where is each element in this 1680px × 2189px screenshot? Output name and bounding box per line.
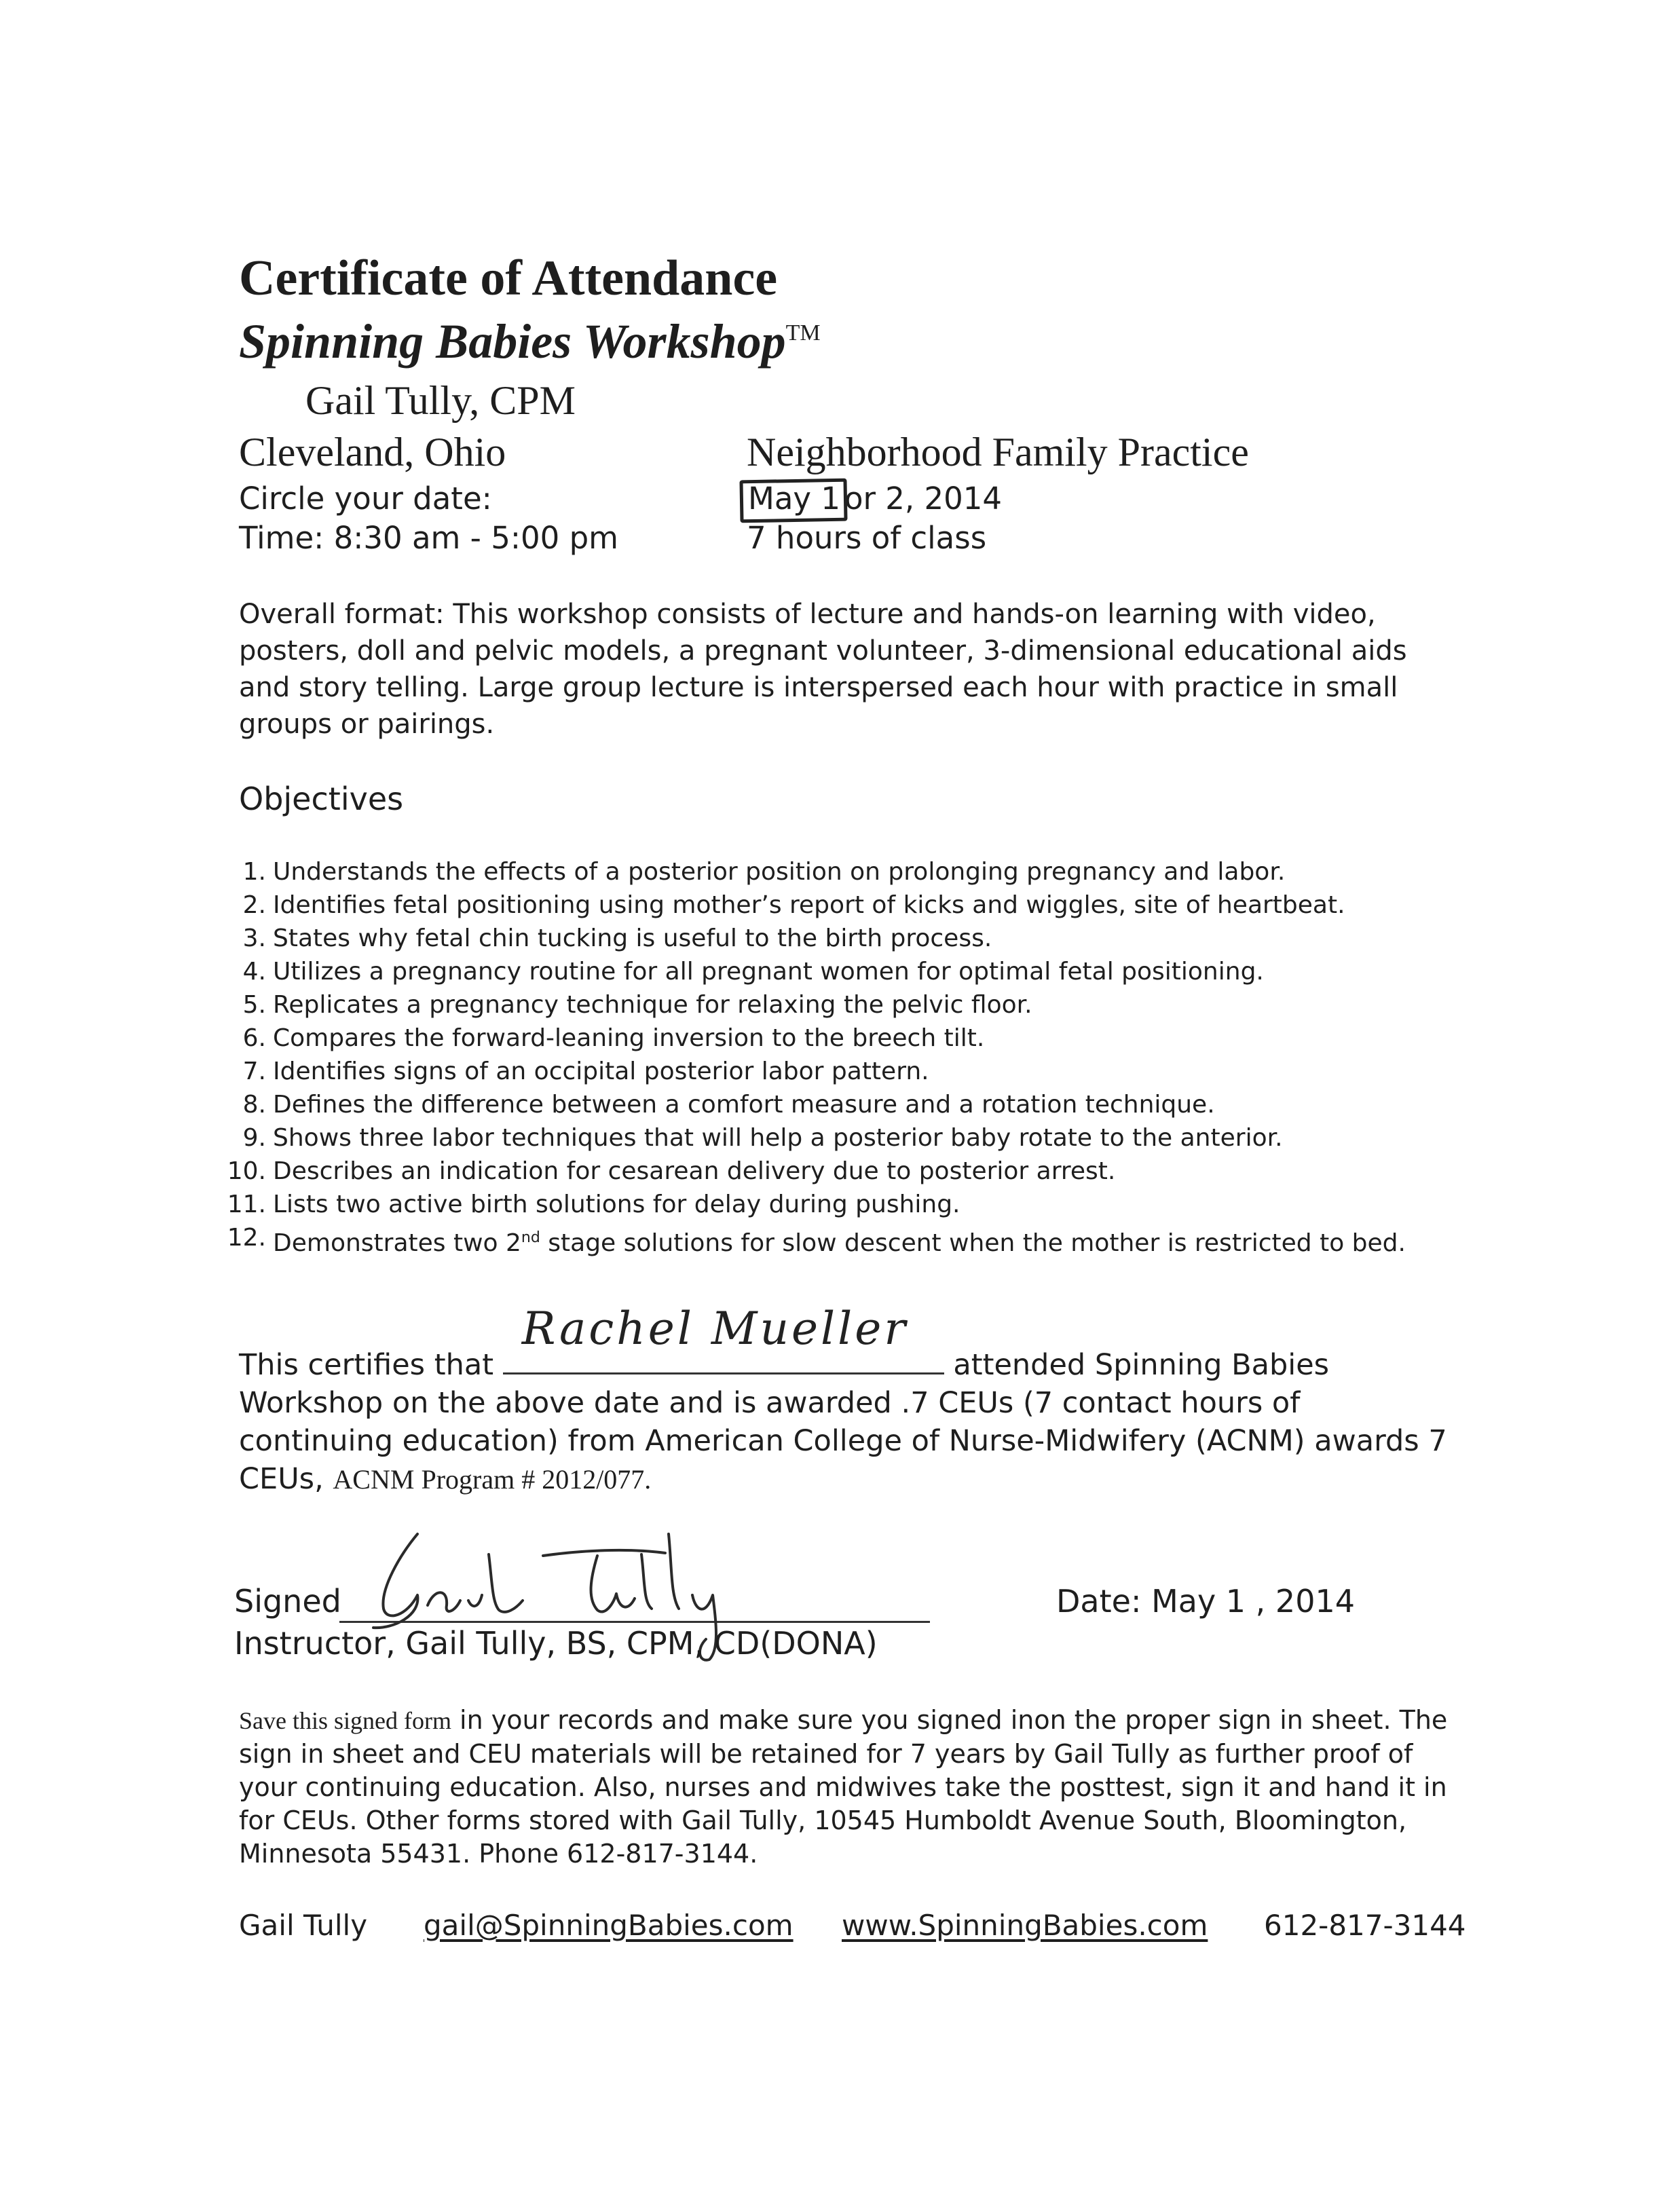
objective-number: 5. <box>242 991 266 1019</box>
objective-text: Replicates a pregnancy technique for relaxing the pelvic floor. <box>273 991 1032 1019</box>
objective-text: Utilizes a pregnancy routine for all pregnant women for optimal fetal positioning. <box>273 958 1264 986</box>
contact-email-link[interactable]: gail@SpinningBabies.com <box>424 1909 794 1942</box>
objective-text <box>273 1221 1406 1260</box>
objective-item <box>217 855 1406 888</box>
objective-number: 12. <box>227 1224 266 1252</box>
objective-item <box>217 988 1406 1022</box>
certificate-title: Certificate of Attendance <box>239 250 778 306</box>
objective-text: Compares the forward-leaning inversion to the breech tilt. <box>273 1024 985 1052</box>
trademark-mark: TM <box>785 320 821 345</box>
overall-format-paragraph: Overall format: This workshop consists of lecture and hands-on learning with video, posters, doll and pelvic models, a pregnant volunteer, 3-dimensional educational aids and story telling. Large group lecture is interspersed each hour with practice in small groups or pairings. <box>239 599 1407 740</box>
instructor-heading: Gail Tully, CPM <box>305 378 576 423</box>
workshop-time: Time: 8:30 am - 5:00 pm <box>239 520 618 556</box>
objective-text-part: Demonstrates two 2 <box>273 1229 521 1257</box>
objective-number: 1. <box>242 858 266 886</box>
records-note-text: in your records and make sure you signed inon the proper sign in sheet. The sign in sheet and CEU materials will be retained for 7 years by Gail Tully as further proof of your continuing education. Also, nurses and midwives take the posttest, sign it and hand it in for CEUs. Other forms stored with Gail Tully, 10545 Humboldt Avenue South, Bloomington, Minnesota 55431. Phone 612-817-3144. <box>239 1705 1448 1869</box>
objective-number: 11. <box>227 1191 266 1218</box>
class-hours: 7 hours of class <box>747 520 987 556</box>
objective-item <box>217 1155 1406 1188</box>
instructor-credentials: Instructor, Gail Tully, BS, CPM, CD(DONA) <box>234 1625 878 1662</box>
objective-item <box>217 1088 1406 1121</box>
objectives-list <box>217 855 1406 1260</box>
objective-item <box>217 1121 1406 1155</box>
objective-text: Identifies fetal positioning using mother’s report of kicks and wiggles, site of heartbeat. <box>273 891 1345 919</box>
objective-number: 10. <box>227 1157 266 1185</box>
records-note-lead: Save this signed form <box>239 1707 451 1734</box>
workshop-venue: Neighborhood Family Practice <box>747 430 1249 474</box>
objective-item <box>217 1188 1406 1221</box>
contact-name: Gail Tully <box>239 1909 368 1942</box>
attendee-name-line <box>503 1303 944 1374</box>
objective-number: 2. <box>242 891 266 919</box>
objective-number: 3. <box>242 924 266 952</box>
circle-date-label: Circle your date: <box>239 481 492 517</box>
certification-text: attended Spinning Babies Workshop on the above date and is awarded .7 CEUs (7 contact hours of continuing education) from American College of Nurse-Midwifery (ACNM) awards 7 CEUs, <box>239 1348 1447 1496</box>
workshop-subtitle <box>239 314 821 370</box>
attendee-name-handwritten: Rachel Mueller <box>521 1303 908 1355</box>
ordinal-suffix: nd <box>521 1229 540 1246</box>
objective-text: States why fetal chin tucking is useful to the birth process. <box>273 924 992 952</box>
date-options <box>744 481 1002 517</box>
workshop-name: Spinning Babies Workshop <box>239 314 786 369</box>
acnm-program-number: ACNM Program # 2012/077. <box>333 1464 652 1495</box>
workshop-location: Cleveland, Ohio <box>239 430 506 474</box>
objective-item <box>217 1221 1406 1260</box>
objective-item <box>217 888 1406 922</box>
certification-prefix: This certifies that <box>239 1348 494 1382</box>
circled-date: May 1 <box>744 481 844 517</box>
objective-number: 8. <box>242 1091 266 1119</box>
objective-item <box>217 1022 1406 1055</box>
objective-text: Lists two active birth solutions for delay during pushing. <box>273 1191 960 1218</box>
objective-number: 4. <box>242 958 266 986</box>
date-options-rest: or 2, 2014 <box>844 481 1003 517</box>
objective-text-part: stage solutions for slow descent when the mother is restricted to bed. <box>540 1229 1406 1257</box>
objective-text: Identifies signs of an occipital posterior labor pattern. <box>273 1058 929 1085</box>
certification-statement <box>239 1303 1461 1499</box>
signed-label: Signed <box>234 1583 341 1620</box>
records-note <box>239 1704 1474 1871</box>
objective-number: 9. <box>242 1124 266 1152</box>
objective-item <box>217 1055 1406 1088</box>
objective-item <box>217 955 1406 988</box>
objective-text: Describes an indication for cesarean delivery due to posterior arrest. <box>273 1157 1116 1185</box>
contact-phone: 612-817-3144 <box>1264 1909 1466 1942</box>
objective-number: 7. <box>242 1058 266 1085</box>
objective-text: Shows three labor techniques that will help a posterior baby rotate to the anterior. <box>273 1124 1283 1152</box>
date-signed: Date: May 1 , 2014 <box>1056 1583 1355 1620</box>
objective-item <box>217 922 1406 955</box>
objective-number: 6. <box>242 1024 266 1052</box>
objectives-heading: Objectives <box>239 781 404 817</box>
website-link[interactable]: www.SpinningBabies.com <box>842 1909 1208 1942</box>
objective-text: Defines the difference between a comfort measure and a rotation technique. <box>273 1091 1215 1119</box>
objective-text: Understands the effects of a posterior position on prolonging pregnancy and labor. <box>273 858 1286 886</box>
